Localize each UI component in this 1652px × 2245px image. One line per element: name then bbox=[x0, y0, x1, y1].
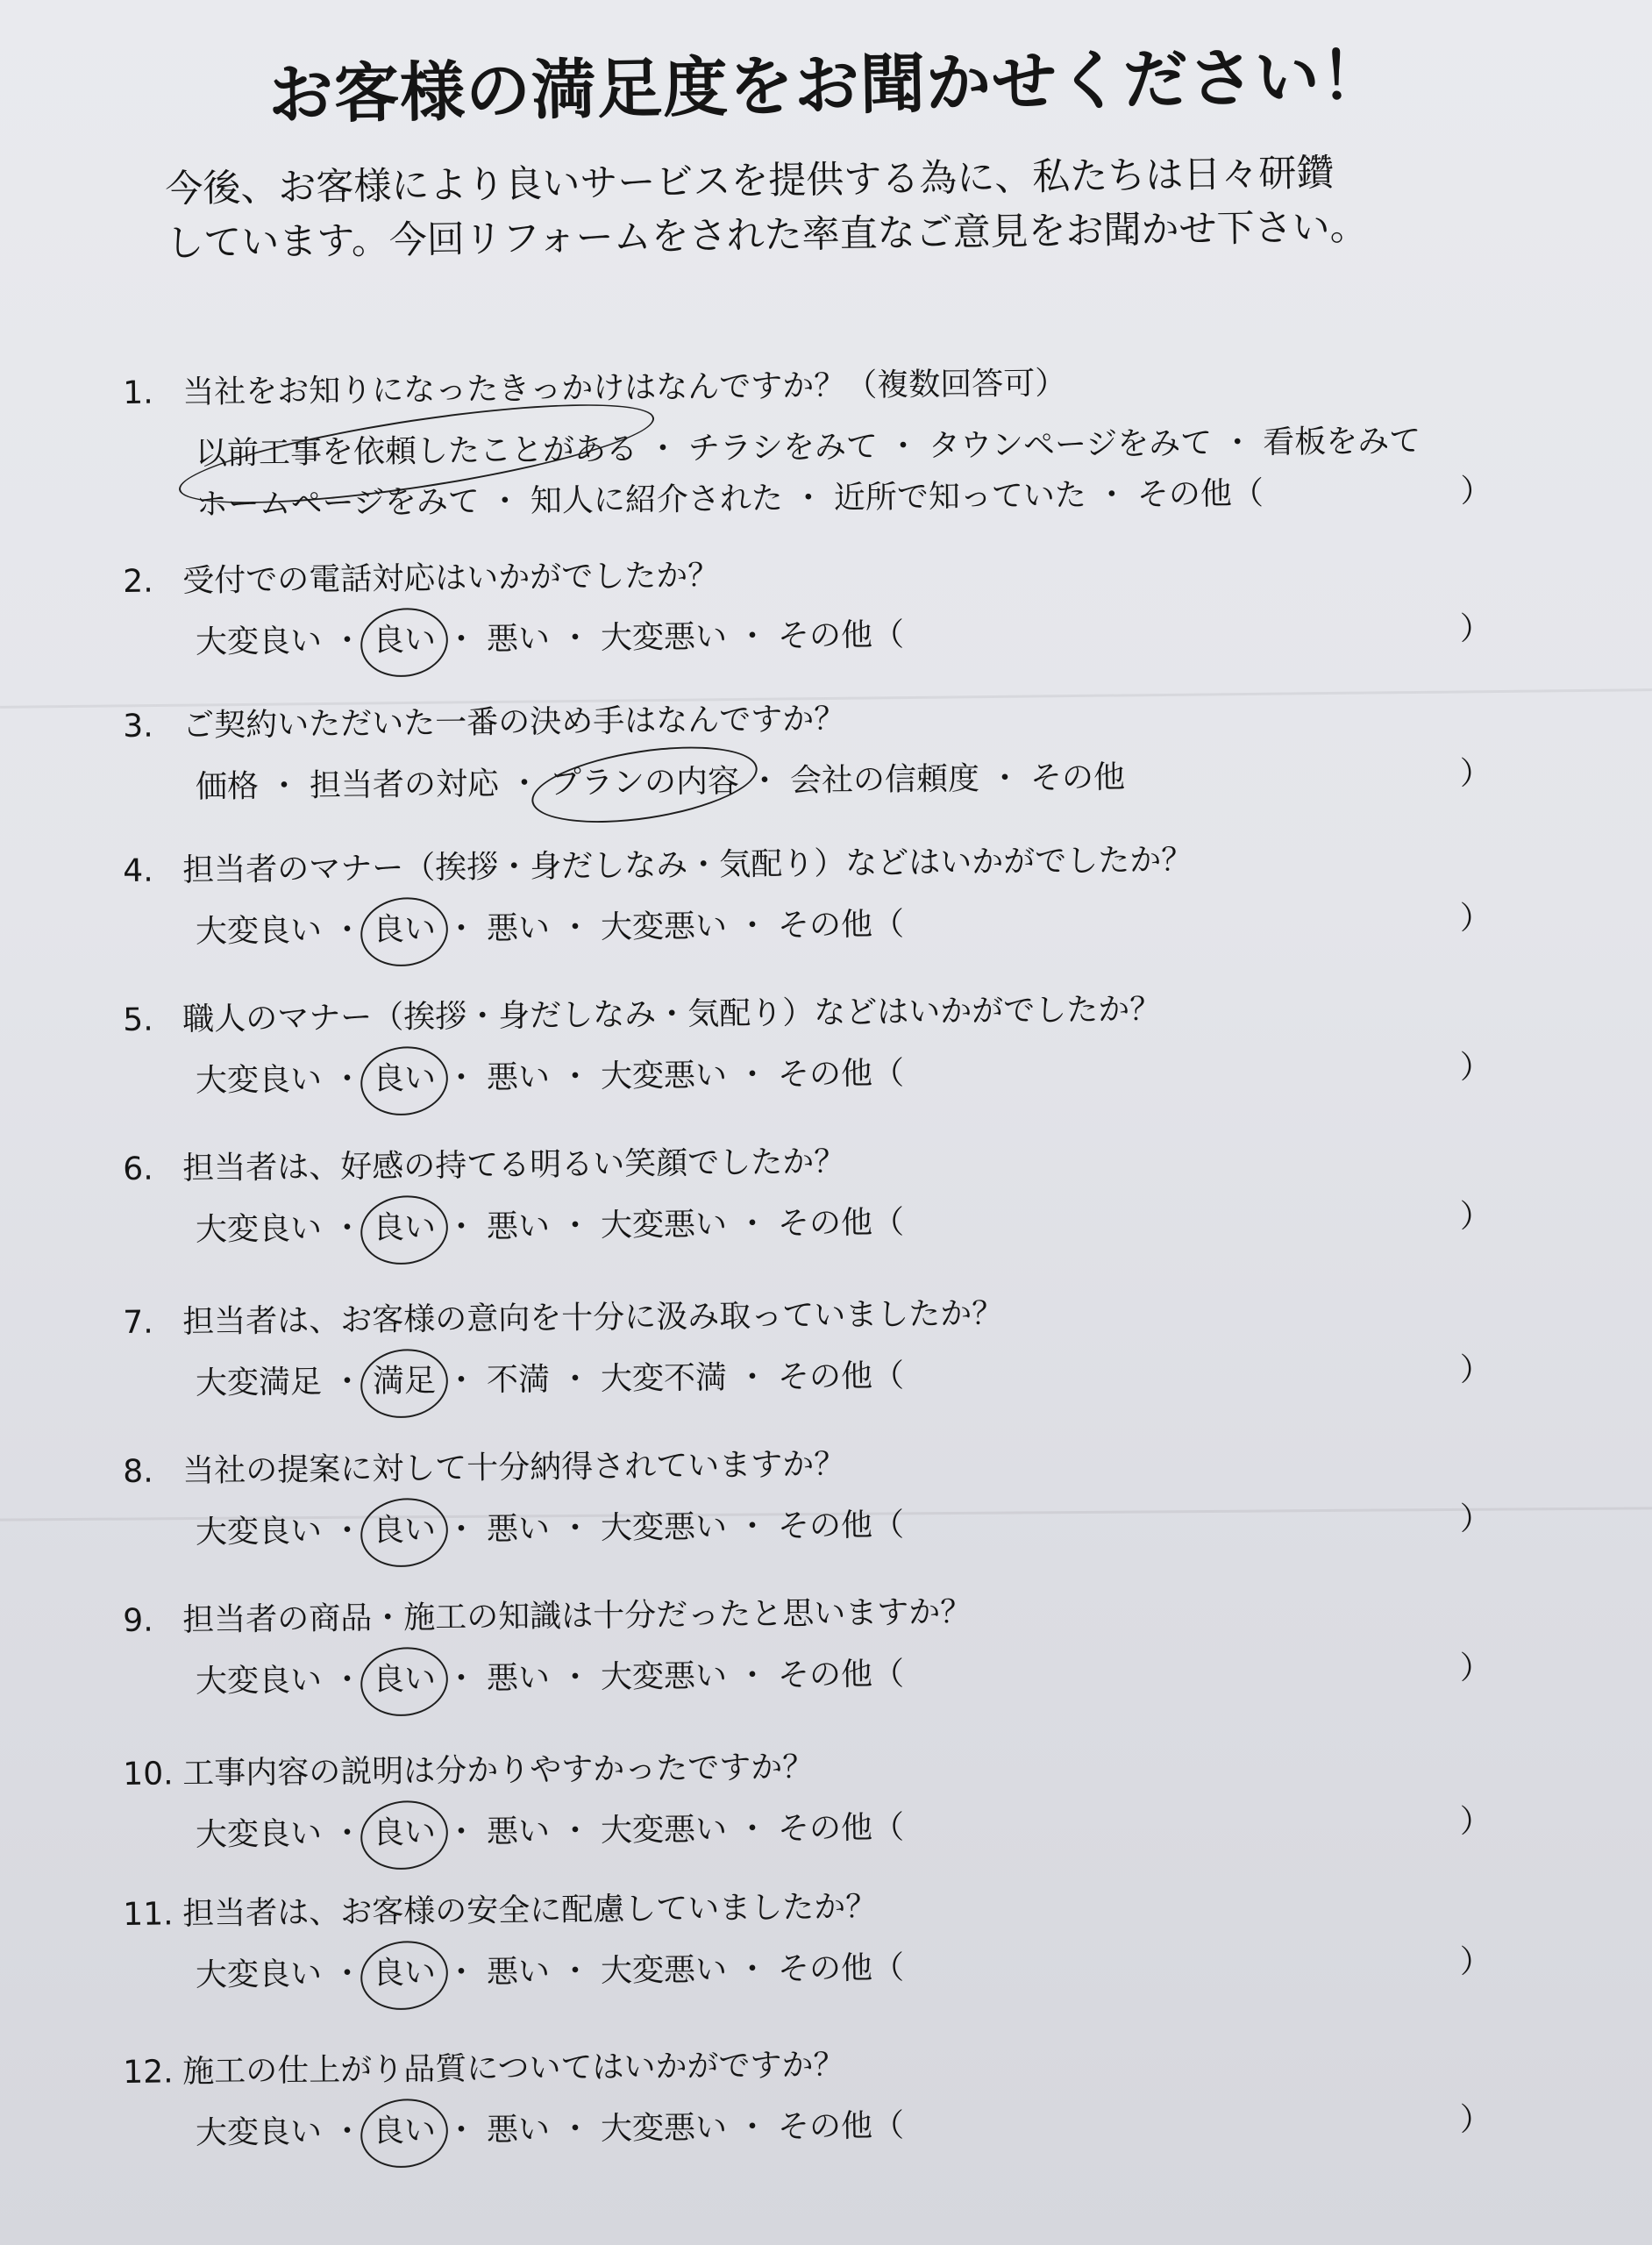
question-9 bbox=[123, 1581, 1544, 1708]
option-separator: ・ bbox=[488, 483, 522, 520]
answer-option-selected[interactable]: 良い bbox=[373, 1948, 437, 1999]
answer-option-selected[interactable]: 良い bbox=[373, 2106, 437, 2157]
other-answer-close-paren: ） bbox=[1459, 1803, 1492, 1841]
other-answer-close-paren: ） bbox=[1459, 1943, 1492, 1981]
answer-option[interactable]: 大変良い bbox=[195, 623, 323, 661]
answer-option-selected[interactable]: 良い bbox=[373, 1202, 437, 1254]
option-separator: ・ bbox=[331, 912, 364, 949]
intro-line: しています。今回リフォームをされた率直なご意見をお聞かせ下さい。 bbox=[165, 204, 1368, 266]
answer-option[interactable]: その他（ bbox=[777, 1656, 905, 1694]
other-answer-close-paren: ） bbox=[1459, 1500, 1492, 1538]
answer-option[interactable]: 悪い bbox=[486, 1659, 551, 1697]
answer-option[interactable]: 知人に紹介された bbox=[530, 481, 784, 520]
answer-option[interactable]: 大変良い bbox=[195, 1061, 323, 1100]
answer-option[interactable]: 担当者の対応 bbox=[309, 766, 500, 804]
option-separator: ・ bbox=[559, 1361, 592, 1398]
question-label: 担当者の商品・施工の知識は十分だったと思いますか？ bbox=[182, 1593, 972, 1639]
question-label: ご契約いただいた一番の決め手はなんですか？ bbox=[182, 701, 846, 745]
question-text bbox=[123, 1735, 1544, 1800]
answer-option[interactable]: その他（ bbox=[777, 1055, 905, 1094]
answer-option[interactable]: その他（ bbox=[777, 1358, 905, 1396]
option-separator: ・ bbox=[736, 1657, 769, 1694]
question-label: 職人のマナー（挨拶・身だしなみ・気配り）などはいかがでしたか？ bbox=[182, 991, 1162, 1038]
answer-option-selected[interactable]: 以前工事を依頼したことがある bbox=[196, 424, 638, 480]
question-text bbox=[123, 2033, 1544, 2099]
answer-option[interactable]: その他（ bbox=[777, 906, 905, 944]
answer-option-selected[interactable]: 良い bbox=[373, 615, 437, 666]
answer-option[interactable]: ホームページをみて bbox=[196, 483, 481, 524]
option-separator: ・ bbox=[748, 763, 781, 800]
answer-option[interactable]: その他（ bbox=[777, 1204, 905, 1243]
answer-option[interactable]: 看板をみて bbox=[1263, 423, 1421, 461]
answer-option[interactable]: その他 bbox=[1029, 759, 1126, 797]
option-row bbox=[196, 1936, 1545, 2001]
survey-title: お客様の満足度をお聞かせください！ bbox=[267, 38, 1387, 133]
option-separator: ・ bbox=[331, 1210, 364, 1247]
answer-option[interactable]: 大変満足 bbox=[195, 1364, 323, 1402]
question-7 bbox=[123, 1283, 1544, 1410]
question-number: 3. bbox=[123, 708, 153, 745]
answer-option-selected[interactable]: 良い bbox=[373, 904, 437, 956]
answer-option[interactable]: 悪い bbox=[486, 620, 551, 658]
option-separator: ・ bbox=[559, 1659, 592, 1696]
question-text bbox=[123, 1130, 1544, 1195]
answer-option[interactable]: 大変良い bbox=[195, 1662, 323, 1700]
question-10 bbox=[123, 1735, 1544, 1862]
option-separator: ・ bbox=[736, 1951, 769, 1988]
option-row bbox=[196, 1493, 1545, 1558]
answer-option[interactable]: 大変悪い bbox=[600, 1206, 728, 1244]
question-text bbox=[123, 1581, 1544, 1647]
answer-option[interactable]: 大変良い bbox=[195, 2113, 323, 2152]
question-label: 担当者は、好感の持てる明るい笑顔でしたか？ bbox=[182, 1144, 846, 1187]
answer-option[interactable]: 大変良い bbox=[195, 1815, 323, 1854]
answer-option[interactable]: 悪い bbox=[486, 2111, 551, 2149]
answer-option[interactable]: 大変悪い bbox=[600, 2109, 728, 2148]
option-row bbox=[196, 893, 1545, 958]
answer-option-selected[interactable]: 良い bbox=[373, 1654, 437, 1706]
option-separator: ・ bbox=[445, 1362, 478, 1400]
option-separator: ・ bbox=[736, 908, 769, 944]
option-separator: ・ bbox=[445, 910, 478, 948]
question-5 bbox=[123, 980, 1544, 1108]
answer-option[interactable]: その他（ bbox=[1136, 475, 1264, 513]
answer-option[interactable]: 価格 bbox=[195, 768, 260, 806]
question-6 bbox=[123, 1130, 1544, 1257]
question-text bbox=[123, 353, 1544, 419]
answer-option[interactable]: 不満 bbox=[486, 1361, 551, 1399]
question-label: 担当者は、お客様の安全に配慮していましたか？ bbox=[182, 1888, 878, 1933]
answer-option[interactable]: 大変良い bbox=[195, 1210, 323, 1249]
question-label: 受付での電話対応はいかがでしたか？ bbox=[182, 557, 720, 600]
question-number: 8. bbox=[123, 1453, 153, 1490]
option-row bbox=[196, 1643, 1545, 1707]
answer-option-selected[interactable]: 良い bbox=[373, 1505, 437, 1557]
option-row bbox=[196, 1191, 1545, 1256]
question-number: 12. bbox=[123, 2054, 174, 2091]
answer-option-selected[interactable]: 良い bbox=[373, 1807, 437, 1859]
option-separator: ・ bbox=[559, 1813, 592, 1849]
answer-option[interactable]: 悪い bbox=[486, 909, 551, 947]
question-label: 施工の仕上がり品質についてはいかがですか？ bbox=[182, 2047, 845, 2091]
question-3 bbox=[123, 687, 1544, 814]
option-separator: ・ bbox=[559, 1510, 592, 1547]
answer-option[interactable]: 大変悪い bbox=[600, 1951, 728, 1990]
answer-option[interactable]: 大変不満 bbox=[600, 1359, 728, 1398]
question-2 bbox=[123, 542, 1544, 669]
option-separator: ・ bbox=[559, 1058, 592, 1095]
option-separator: ・ bbox=[887, 428, 920, 465]
question-11 bbox=[123, 1875, 1544, 2002]
question-number: 7. bbox=[123, 1304, 153, 1341]
question-text bbox=[123, 831, 1544, 897]
answer-option[interactable]: 会社の信頼度 bbox=[789, 760, 980, 800]
question-number: 1. bbox=[123, 374, 153, 411]
option-separator: ・ bbox=[331, 1662, 364, 1699]
question-number: 11. bbox=[123, 1896, 174, 1933]
question-12 bbox=[123, 2033, 1544, 2160]
answer-option[interactable]: 大変悪い bbox=[600, 1057, 728, 1095]
question-number: 2. bbox=[123, 563, 153, 600]
option-separator: ・ bbox=[736, 1811, 769, 1848]
answer-option[interactable]: 大変良い bbox=[195, 912, 323, 951]
question-label: 当社の提案に対して十分納得されていますか？ bbox=[182, 1446, 846, 1490]
answer-option[interactable]: 悪い bbox=[486, 1813, 551, 1850]
question-text bbox=[123, 980, 1544, 1046]
question-label: 工事内容の説明は分かりやすかったですか？ bbox=[182, 1749, 815, 1792]
option-separator: ・ bbox=[559, 620, 592, 657]
answer-option-selected[interactable]: 良い bbox=[373, 1053, 437, 1105]
option-separator: ・ bbox=[267, 767, 301, 805]
other-answer-close-paren: ） bbox=[1459, 1351, 1492, 1389]
option-row bbox=[196, 1042, 1545, 1107]
answer-option[interactable]: その他（ bbox=[777, 1949, 905, 1988]
other-answer-close-paren: ） bbox=[1459, 1650, 1492, 1687]
option-separator: ・ bbox=[792, 480, 825, 517]
other-answer-close-paren: ） bbox=[1459, 900, 1492, 937]
option-row bbox=[196, 2094, 1545, 2159]
question-label: 当社をお知りになったきっかけはなんですか？（複数回答可） bbox=[182, 365, 1067, 411]
answer-option[interactable]: チラシをみて bbox=[687, 428, 879, 467]
option-separator: ・ bbox=[736, 1206, 769, 1243]
option-separator: ・ bbox=[331, 623, 364, 659]
question-number: 5. bbox=[123, 1001, 153, 1038]
question-8 bbox=[123, 1432, 1544, 1559]
option-separator: ・ bbox=[445, 2112, 478, 2149]
answer-option[interactable]: 大変悪い bbox=[600, 1508, 728, 1547]
answer-option[interactable]: 大変良い bbox=[195, 1513, 323, 1551]
intro-line: 今後、お客様により良いサービスを提供する為に、私たちは日々研鑽 bbox=[165, 151, 1335, 211]
option-separator: ・ bbox=[331, 1513, 364, 1550]
option-separator: ・ bbox=[736, 1057, 769, 1094]
survey-intro bbox=[165, 144, 1482, 271]
option-row bbox=[196, 748, 1545, 813]
option-separator: ・ bbox=[559, 1208, 592, 1244]
other-answer-close-paren: ） bbox=[1459, 755, 1492, 793]
answer-option[interactable]: タウンページをみて bbox=[928, 424, 1213, 465]
option-separator: ・ bbox=[331, 1815, 364, 1852]
answer-option-selected[interactable]: 満足 bbox=[373, 1356, 437, 1408]
question-label: 担当者は、お客様の意向を十分に汲み取っていましたか？ bbox=[182, 1295, 1004, 1341]
option-separator: ・ bbox=[445, 621, 478, 659]
answer-option[interactable]: その他（ bbox=[777, 1507, 905, 1545]
question-text bbox=[123, 1875, 1544, 1941]
question-text bbox=[123, 542, 1544, 608]
option-separator: ・ bbox=[445, 1814, 478, 1851]
question-1 bbox=[123, 353, 1545, 531]
option-separator: ・ bbox=[331, 2113, 364, 2150]
option-separator: ・ bbox=[445, 1954, 478, 1992]
answer-option[interactable]: 悪い bbox=[486, 1953, 551, 1991]
option-separator: ・ bbox=[508, 766, 541, 802]
option-separator: ・ bbox=[736, 1508, 769, 1545]
option-separator: ・ bbox=[331, 1956, 364, 1992]
answer-option[interactable]: 大変悪い bbox=[600, 618, 728, 657]
option-separator: ・ bbox=[736, 2109, 769, 2146]
option-separator: ・ bbox=[331, 1364, 364, 1400]
option-row bbox=[196, 1344, 1545, 1409]
answer-option[interactable]: 大変悪い bbox=[600, 908, 728, 946]
question-number: 6. bbox=[123, 1151, 153, 1187]
other-answer-close-paren: ） bbox=[1459, 1049, 1492, 1087]
option-separator: ・ bbox=[445, 1208, 478, 1246]
option-separator: ・ bbox=[559, 1953, 592, 1990]
option-separator: ・ bbox=[1221, 424, 1254, 461]
answer-option[interactable]: 大変良い bbox=[195, 1956, 323, 1994]
answer-option[interactable]: 大変悪い bbox=[600, 1811, 728, 1849]
other-answer-close-paren: ） bbox=[1460, 473, 1492, 510]
question-number: 9. bbox=[123, 1602, 153, 1639]
answer-option-selected[interactable]: プランの内容 bbox=[550, 757, 740, 809]
question-number: 4. bbox=[123, 852, 153, 889]
other-answer-close-paren: ） bbox=[1459, 610, 1492, 648]
option-separator: ・ bbox=[559, 2111, 592, 2148]
option-row bbox=[196, 603, 1545, 668]
answer-option[interactable]: 悪い bbox=[486, 1510, 551, 1548]
question-number: 10. bbox=[123, 1756, 174, 1792]
option-separator: ・ bbox=[445, 1059, 478, 1097]
answer-option[interactable]: 悪い bbox=[486, 1058, 551, 1096]
option-separator: ・ bbox=[1095, 477, 1129, 514]
option-separator: ・ bbox=[559, 909, 592, 946]
option-separator: ・ bbox=[736, 618, 769, 655]
answer-option[interactable]: 近所で知っていた bbox=[833, 477, 1087, 517]
other-answer-close-paren: ） bbox=[1459, 2101, 1492, 2139]
option-separator: ・ bbox=[736, 1359, 769, 1396]
option-separator: ・ bbox=[331, 1061, 364, 1098]
question-text bbox=[123, 1432, 1544, 1498]
other-answer-close-paren: ） bbox=[1459, 1198, 1492, 1236]
question-text bbox=[123, 687, 1544, 752]
option-row bbox=[196, 1796, 1545, 1861]
option-separator: ・ bbox=[445, 1511, 478, 1549]
answer-option[interactable]: その他（ bbox=[777, 616, 905, 655]
answer-option[interactable]: 大変悪い bbox=[600, 1657, 728, 1696]
option-separator: ・ bbox=[445, 1660, 478, 1698]
answer-option[interactable]: 悪い bbox=[486, 1208, 551, 1245]
answer-option[interactable]: その他（ bbox=[777, 2107, 905, 2146]
option-separator: ・ bbox=[646, 431, 680, 467]
answer-option[interactable]: その他（ bbox=[777, 1809, 905, 1848]
question-label: 担当者のマナー（挨拶・身だしなみ・気配り）などはいかがでしたか？ bbox=[182, 842, 1193, 889]
question-text bbox=[123, 1283, 1544, 1349]
option-separator: ・ bbox=[988, 760, 1022, 797]
question-4 bbox=[123, 831, 1544, 959]
